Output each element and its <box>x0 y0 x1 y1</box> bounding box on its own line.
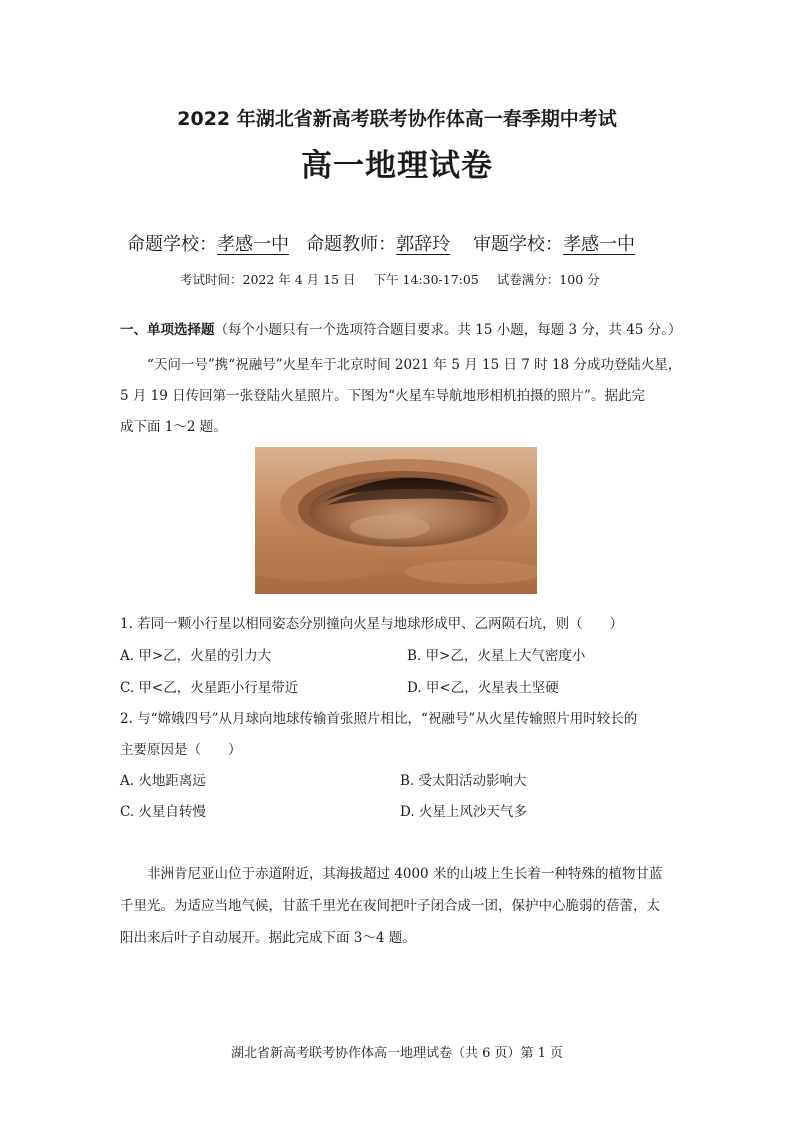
section-heading <box>120 318 681 338</box>
question-2-stem-line-2: 主要原因是（ ） <box>120 742 242 758</box>
passage-1-line-3: 成下面 1～2 题。 <box>120 419 227 435</box>
passage-2-line-3: 阳出来后叶子自动展开。据此完成下面 3～4 题。 <box>120 930 416 946</box>
exam-time: 下午 14:30-17:05 <box>373 272 479 287</box>
review-label: 审题学校： <box>473 234 564 255</box>
crater-photo <box>255 447 537 594</box>
q1-option-d: D. 甲<乙，火星表土坚硬 <box>407 680 559 696</box>
school-label: 命题学校： <box>127 234 217 255</box>
q1-option-a: A. 甲>乙，火星的引力大 <box>120 648 272 664</box>
exam-title: 2022 年湖北省新高考联考协作体高一春季期中考试 <box>177 108 617 130</box>
passage-1-line-1: “天问一号”携“祝融号”火星车于北京时间 2021 年 5 月 15 日 7 时 18 分成功登陆火星， <box>147 357 682 373</box>
passage-2-line-1: 非洲肯尼亚山位于赤道附近，其海拔超过 4000 米的山坡上生长着一种特殊的植物甘蓝 <box>147 866 663 882</box>
q1-option-c: C. 甲<乙，火星距小行星带近 <box>120 680 299 696</box>
exam-score: 试卷满分：100 分 <box>496 272 600 287</box>
passage-2-line-2: 千里光。为适应当地气候，甘蓝千里光在夜间把叶子闭合成一团，保护中心脆弱的蓓蕾，太 <box>120 898 660 914</box>
passage-1-line-2: 5 月 19 日传回第一张登陆火星照片。下图为“火星车导航地形相机拍摄的照片”。据此完 <box>120 388 645 404</box>
teacher-name: 郭辞玲 <box>396 234 451 255</box>
q2-option-a: A. 火地距离远 <box>120 773 206 789</box>
section-instructions: （每个小题只有一个选项符合题目要求。共 15 小题，每题 3 分，共 45 分。） <box>214 322 682 338</box>
subject-title: 高一地理试卷 <box>301 148 493 184</box>
school-name: 孝感一中 <box>217 234 289 255</box>
q2-option-b: B. 受太阳活动影响大 <box>400 773 527 789</box>
exam-date: 考试时间：2022 年 4 月 15 日 <box>180 272 356 287</box>
page-footer: 湖北省新高考联考协作体高一地理试卷（共 6 页）第 1 页 <box>230 1046 564 1061</box>
section-title: 一、单项选择题 <box>120 322 215 338</box>
q2-option-d: D. 火星上风沙天气多 <box>400 804 527 820</box>
q1-option-b: B. 甲>乙，火星上大气密度小 <box>407 648 586 664</box>
question-2-stem-line-1: 2. 与“嫦娥四号”从月球向地球传输首张照片相比，“祝融号”从火星传输照片用时较长的 <box>120 711 638 727</box>
teacher-label: 命题教师： <box>306 234 397 255</box>
question-1-stem: 1. 若同一颗小行星以相同姿态分别撞向火星与地球形成甲、乙两陨石坑，则（ ） <box>120 616 624 632</box>
credits-line <box>127 230 635 256</box>
q2-option-c: C. 火星自转慢 <box>120 804 206 820</box>
review-school: 孝感一中 <box>563 234 636 255</box>
exam-info <box>180 270 600 288</box>
